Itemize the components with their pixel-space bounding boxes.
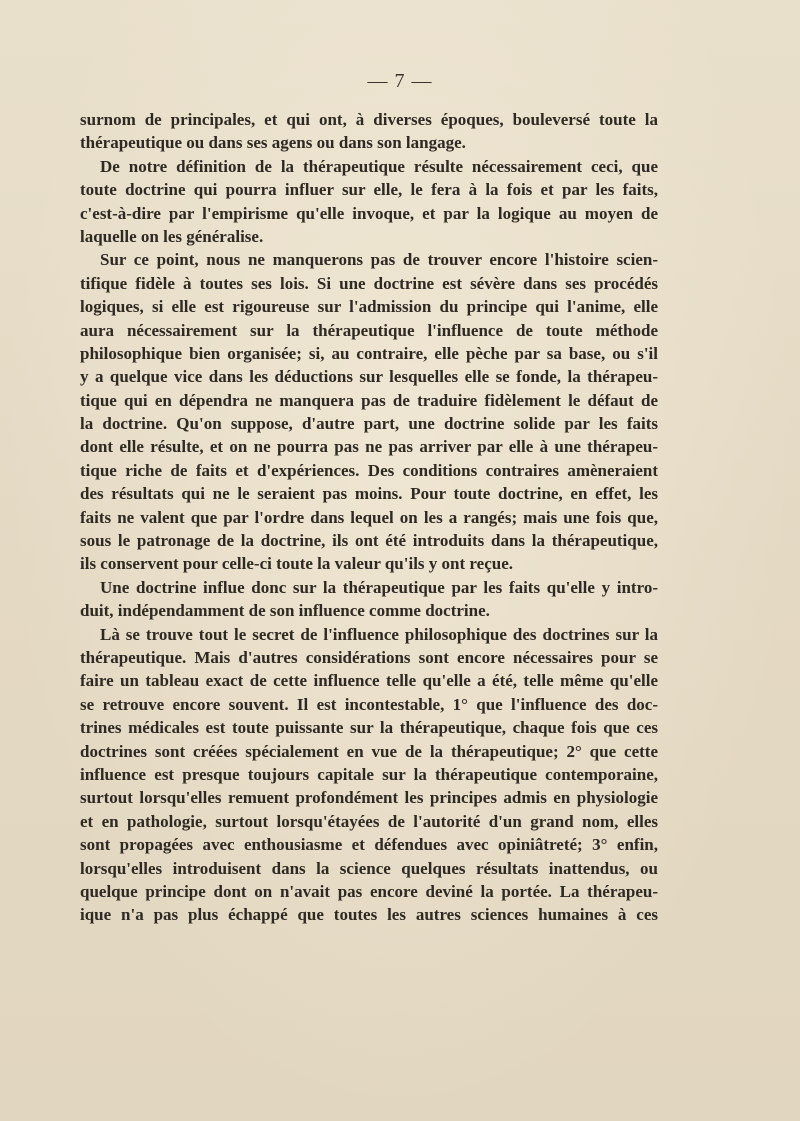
text-line: trines médicales est toute puissante sur la thérapeutique, chaque fois que ces bbox=[80, 718, 658, 738]
text-line: Là se trouve tout le secret de l'influence philosophique des doctrines sur la bbox=[100, 624, 658, 644]
text-line: y a quelque vice dans les déductions sur lesquelles elle se fonde, la thérapeu- bbox=[80, 367, 658, 387]
text-line: logiques, si elle est rigoureuse sur l'admission du principe qui l'anime, elle bbox=[80, 297, 658, 317]
text-line: surtout lorsqu'elles remuent profondément les principes admis en physiologie bbox=[80, 788, 658, 808]
text-line: se retrouve encore souvent. Il est incontestable, 1° que l'influence des doc- bbox=[80, 694, 658, 714]
text-line: tifique fidèle à toutes ses lois. Si une doctrine est sévère dans ses procédés bbox=[80, 273, 658, 293]
body-text bbox=[80, 108, 658, 927]
page-number: — 7 — bbox=[367, 70, 433, 92]
text-line: Une doctrine influe donc sur la thérapeutique par les faits qu'elle y intro- bbox=[100, 577, 658, 597]
text-line: doctrines sont créées spécialement en vue de la thérapeutique; 2° que cette bbox=[80, 741, 658, 761]
text-line: sont propagées avec enthousiasme et défendues avec opiniâtreté; 3° enfin, bbox=[80, 835, 658, 855]
text-line: faits ne valent que par l'ordre dans lequel on les a rangés; mais une fois que, bbox=[80, 507, 658, 527]
text-line: ique n'a pas plus échappé que toutes les autres sciences humaines à ces bbox=[80, 905, 658, 925]
text-line: surnom de principales, et qui ont, à diverses époques, bouleversé toute la bbox=[80, 110, 658, 129]
text-line: et en pathologie, surtout lorsqu'étayées de l'autorité d'un grand nom, elles bbox=[80, 811, 658, 831]
text-line: tique qui en dépendra ne manquera pas de traduire fidèlement le défaut de bbox=[80, 390, 658, 410]
text-line: tique riche de faits et d'expériences. Des conditions contraires amèneraient bbox=[80, 460, 658, 480]
text-line: thérapeutique. Mais d'autres considérations sont encore nécessaires pour se bbox=[80, 647, 658, 667]
text-line: quelque principe dont on n'avait pas encore deviné la portée. La thérapeu- bbox=[80, 881, 658, 901]
text-line: thérapeutique ou dans ses agens ou dans son langage. bbox=[80, 133, 466, 153]
text-line: la doctrine. Qu'on suppose, d'autre part, une doctrine solide par les faits bbox=[80, 414, 658, 434]
text-line: ils conservent pour celle-ci toute la valeur qu'ils y ont reçue. bbox=[80, 554, 513, 574]
text-line: toute doctrine qui pourra influer sur elle, le fera à la fois et par les faits, bbox=[80, 180, 658, 200]
text-line: c'est-à-dire par l'empirisme qu'elle invoque, et par la logique au moyen de bbox=[80, 203, 658, 223]
text-line: duit, indépendamment de son influence comme doctrine. bbox=[80, 601, 490, 621]
text-line: dont elle résulte, et on ne pourra pas ne pas arriver par elle à une thérapeu- bbox=[80, 437, 658, 457]
text-line: Sur ce point, nous ne manquerons pas de trouver encore l'histoire scien- bbox=[100, 250, 658, 270]
text-line: philosophique bien organisée; si, au contraire, elle pèche par sa base, ou s'il bbox=[80, 343, 658, 363]
text-line: des résultats qui ne le seraient pas moins. Pour toute doctrine, en effet, les bbox=[80, 484, 658, 504]
text-line: faire un tableau exact de cette influence telle qu'elle a été, telle même qu'elle bbox=[80, 671, 658, 691]
paragraph-text bbox=[80, 108, 658, 927]
text-line: aura nécessairement sur la thérapeutique l'influence de toute méthode bbox=[80, 320, 658, 340]
text-line: influence est presque toujours capitale sur la thérapeutique contemporaine, bbox=[80, 764, 658, 784]
text-line: sous le patronage de la doctrine, ils ont été introduits dans la thérapeutique, bbox=[80, 531, 658, 551]
text-line: lorsqu'elles introduisent dans la science quelques résultats inattendus, ou bbox=[80, 858, 658, 878]
text-line: De notre définition de la thérapeutique résulte nécessairement ceci, que bbox=[100, 156, 658, 176]
text-line: laquelle on les généralise. bbox=[80, 226, 264, 246]
